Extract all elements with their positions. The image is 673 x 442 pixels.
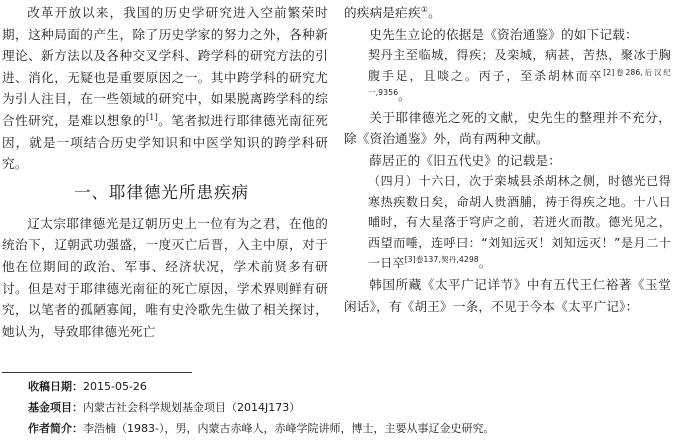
xue-paragraph: 薛居正的《旧五代史》的记载是： <box>369 152 562 168</box>
quote-zizhi-tongjian <box>344 45 671 107</box>
fund-value: 内蒙古社会科学规划基金项目（2014J173） <box>83 401 301 414</box>
quote-citation: [2]卷286,后汉纪一,9356 <box>368 67 672 98</box>
quote-text: （四月）十六日，次于栾城县杀胡林之侧，时德光已得寒热疾数日矣，命胡人贵酒脯，祷于得疾之地。十八日晡时，有大星落于穹庐之前，若迸火而散。德光见之，西望而唾，连呼曰：“刘知远灭！刘知远灭！”是月二十一日卒 <box>368 174 671 271</box>
received-value: 2015-05-26 <box>83 380 147 393</box>
continuation-line <box>344 2 671 24</box>
author-bio <box>28 418 668 439</box>
author-label: 作者简介： <box>28 422 83 435</box>
received-label: 收稿日期： <box>28 380 83 393</box>
fund-project <box>28 397 668 418</box>
body-paragraph: 辽太宗耶律德光是辽朝历史上一位有为之君，在他的统治下，辽朝武功强盛，一度灭亡后晋，入主中原，对于他在位期间的政治、军事、经济状况，学术前贤多有研讨。但是对于耶律德光南征的死亡原因，学术界则鲜有研究，以笔者的孤陋寡闻，唯有史泠歌先生做了相关探讨，她认为，导致耶律德光死亡 <box>2 215 328 339</box>
quote-end: 。 <box>398 89 411 104</box>
quote-end: 。 <box>478 256 492 271</box>
intro-paragraph <box>2 2 328 175</box>
author-value: 李浩楠（1983-），男，内蒙古赤峰人，赤峰学院讲师，博士，主要从事辽金史研究。 <box>83 422 495 435</box>
quote-citation: [3]卷137,契丹,4298 <box>404 255 479 265</box>
footnote-divider <box>2 372 192 373</box>
right-column <box>344 2 671 317</box>
intro-text: 改革开放以来，我国的历史学研究进入空前繁荣时期，这种局面的产生，除了历史学家的努力之外，各种新理论、新方法以及各种交叉学科、跨学科的研究方法的引进、消化，无疑也是重要原因之一。其中跨学科的研究尤为引人注目，在一些领域的研究中，如果脱离跨学科的综合性研究，是难以想象的 <box>2 5 328 128</box>
fund-label: 基金项目： <box>28 401 83 414</box>
quote-jiu-wudai-shi <box>344 171 671 274</box>
footnote-ref: ① <box>420 4 429 14</box>
footnotes <box>28 376 668 439</box>
intro-text-tail: 。笔者拟进行耶律德光南征死因，就是一项结合历史学知识和中医学知识的跨学科研究。 <box>2 112 329 172</box>
received-date <box>28 376 668 397</box>
korea-paragraph: 韩国所藏《太平广记详节》中有五代王仁裕著《玉堂闲话》，有《胡王》一条，不见于今本《太平广记》： <box>344 276 671 314</box>
continuation-end: 。 <box>428 5 441 20</box>
basis-paragraph: 史先生立论的依据是《资治通鉴》的如下记载： <box>369 26 638 42</box>
other-sources-paragraph: 关于耶律德光之死的文献，史先生的整理并不充分，除《资治通鉴》外，尚有两种文献。 <box>344 109 671 147</box>
left-column <box>2 2 328 342</box>
citation-ref: [1] <box>145 112 158 122</box>
continuation-text: 的疾病是疟疾 <box>344 5 421 20</box>
section-heading: 一、耶律德光所患疾病 <box>74 182 249 202</box>
quote-text: 契丹主至临城，得疾；及栾城，病甚，苦热，聚冰于胸腹手足，且啖之。丙子，至杀胡林而卒 <box>368 48 671 83</box>
